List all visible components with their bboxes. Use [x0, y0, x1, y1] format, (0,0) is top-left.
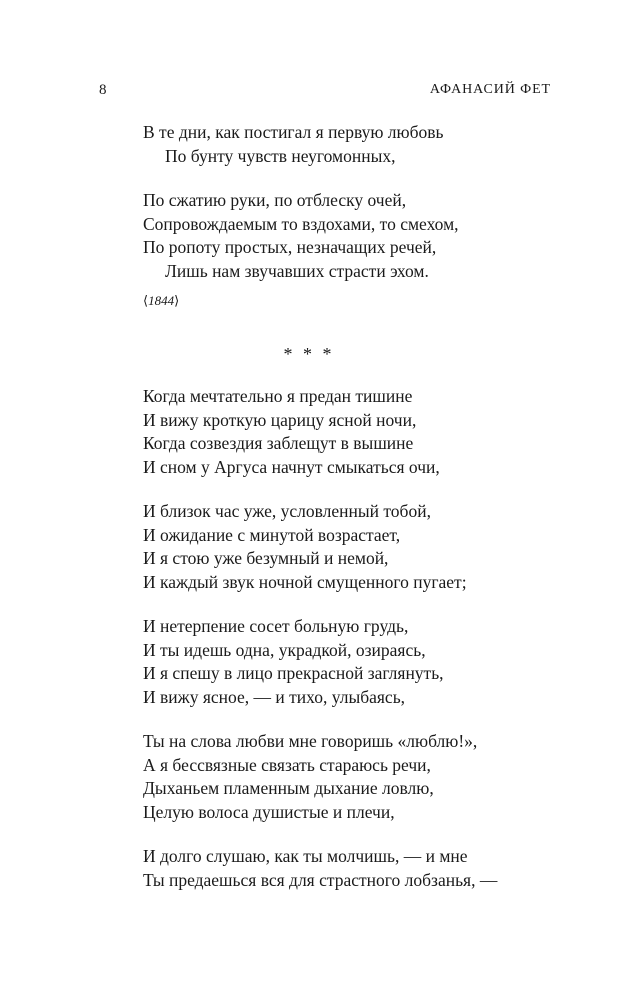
verse-line: Ты на слова любви мне говоришь «люблю!»,: [143, 731, 478, 751]
verse-line: Дыханьем пламенным дыхание ловлю,: [143, 778, 434, 798]
date-bracket-close: ⟩: [174, 293, 180, 308]
verse-line: А я бессвязные связать стараюсь речи,: [143, 754, 431, 775]
poem-2-stanza-1: [143, 385, 583, 479]
page-number: 8: [99, 82, 107, 98]
date-year: 1844: [148, 293, 175, 308]
date-bracket-open: ⟨: [143, 293, 149, 308]
running-head-author: АФАНАСИЙ ФЕТ: [429, 82, 551, 97]
verse-line: И ты идешь одна, украдкой, озираясь,: [143, 639, 426, 660]
poem-1-stanza-1: [143, 121, 563, 168]
verse-line: И сном у Аргуса начнут смыкаться очи,: [143, 456, 440, 477]
verse-line: И каждый звук ночной смущенного пугает;: [143, 571, 467, 592]
verse-line: И близок час уже, условленный тобой,: [143, 501, 431, 521]
verse-line: И долго слушаю, как ты молчишь, — и мне: [143, 846, 468, 866]
verse-line: Целую волоса душистые и плечи,: [143, 801, 395, 822]
verse-line: Лишь нам звучавших страсти эхом.: [165, 260, 429, 281]
verse-line: Когда созвездия заблещут в вышине: [143, 433, 414, 453]
verse-line: По сжатию руки, по отблеску очей,: [143, 190, 407, 210]
verse-line: И ожидание с минутой возрастает,: [143, 524, 401, 545]
poem-2-stanza-2: [143, 500, 583, 594]
verse-line: И нетерпение сосет больную грудь,: [143, 616, 409, 636]
verse-line: Ты предаешься вся для страстного лобзанья, —: [143, 869, 498, 890]
poem-2: [143, 385, 583, 892]
section-separator: * * *: [283, 344, 335, 364]
verse-line: И я стою уже безумный и немой,: [143, 548, 389, 568]
verse-line: И я спешу в лицо прекрасной заглянуть,: [143, 663, 444, 683]
verse-line: По бунту чувств неугомонных,: [165, 145, 396, 166]
verse-line: По ропоту простых, незначащих речей,: [143, 237, 437, 257]
verse-line: И вижу ясное, — и тихо, улыбаясь,: [143, 686, 406, 707]
poem-1-stanza-2: [143, 189, 563, 283]
poem-1: [143, 121, 563, 310]
poem-2-stanza-3: [143, 615, 583, 709]
poem-2-stanza-4: [143, 730, 583, 824]
verse-line: В те дни, как постигал я первую любовь: [143, 122, 444, 142]
verse-line: И вижу кроткую царицу ясной ночи,: [143, 409, 417, 430]
poem-2-stanza-5: [143, 845, 583, 892]
verse-line: Когда мечтательно я предан тишине: [143, 386, 413, 406]
verse-line: Сопровождаемым то вздохами, то смехом,: [143, 213, 459, 234]
poem-date: [143, 292, 563, 310]
